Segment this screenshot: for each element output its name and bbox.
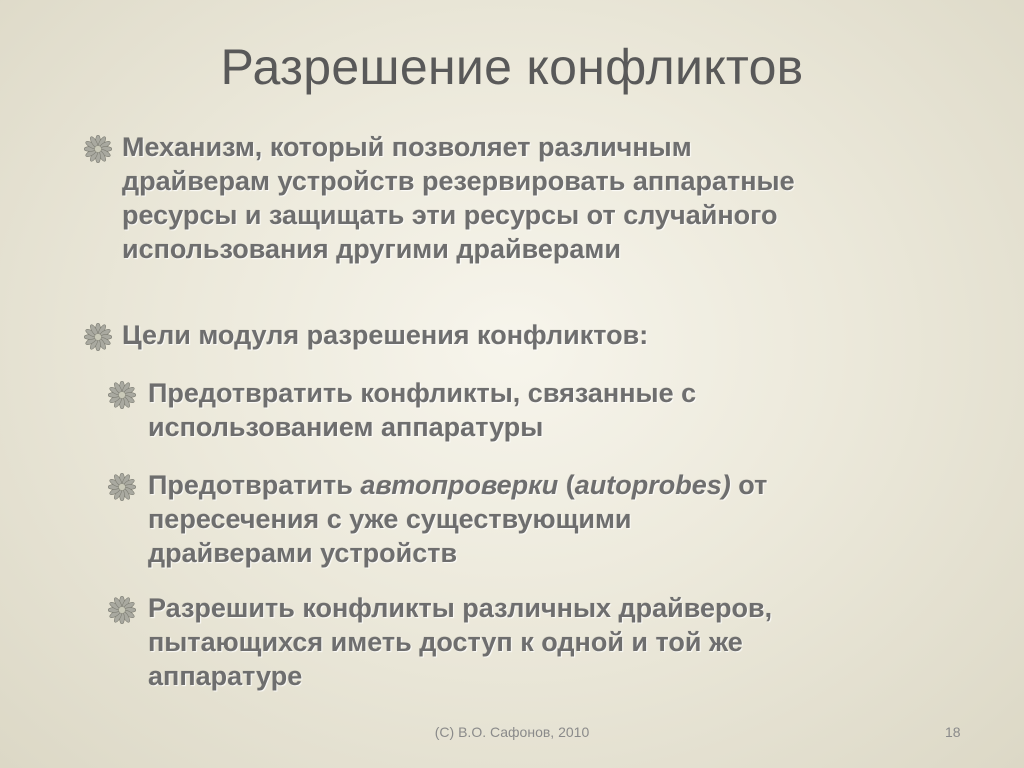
subbullet-prevent-autoprobes <box>148 468 767 570</box>
italic-term: автопроверки <box>360 470 559 500</box>
bullet-line: драйверами устройств <box>148 538 458 568</box>
text-prefix: Предотвратить <box>148 470 361 500</box>
subbullet-resolve-conflicts <box>148 591 772 693</box>
bullet-line: Механизм, который позволяет различным <box>122 132 692 162</box>
bullet-line: пытающихся иметь доступ к одной и той же <box>148 627 743 657</box>
daisy-bullet-icon <box>108 473 136 501</box>
bullet-line: использованием аппаратуры <box>148 412 544 442</box>
daisy-bullet-icon <box>108 596 136 624</box>
bullet-line: Разрешить конфликты различных драйверов, <box>148 593 773 623</box>
bullet-line: аппаратуре <box>148 661 303 691</box>
bullet-line: Цели модуля разрешения конфликтов: <box>122 320 649 350</box>
daisy-bullet-icon <box>108 381 136 409</box>
bullet-mechanism <box>122 130 795 266</box>
bullet-line: Предотвратить конфликты, связанные с <box>148 378 697 408</box>
text-paren: ( <box>558 470 575 500</box>
footer-copyright: (C) В.О. Сафонов, 2010 <box>434 724 590 740</box>
bullet-line: пересечения с уже существующими <box>148 504 632 534</box>
bullet-line: драйверам устройств резервировать аппаратные <box>122 166 795 196</box>
daisy-bullet-icon <box>84 135 112 163</box>
bullet-line: ресурсы и защищать эти ресурсы от случайного <box>122 200 778 230</box>
bullet-goals <box>122 318 648 352</box>
daisy-bullet-icon <box>84 323 112 351</box>
bullet-line <box>148 468 767 502</box>
italic-term-en: autoprobes) <box>574 470 731 500</box>
page-number: 18 <box>945 724 961 740</box>
subbullet-prevent-conflicts <box>148 376 696 444</box>
text-suffix: от <box>730 470 768 500</box>
bullet-line: использования другими драйверами <box>122 234 621 264</box>
slide-title: Разрешение конфликтов <box>220 39 804 95</box>
